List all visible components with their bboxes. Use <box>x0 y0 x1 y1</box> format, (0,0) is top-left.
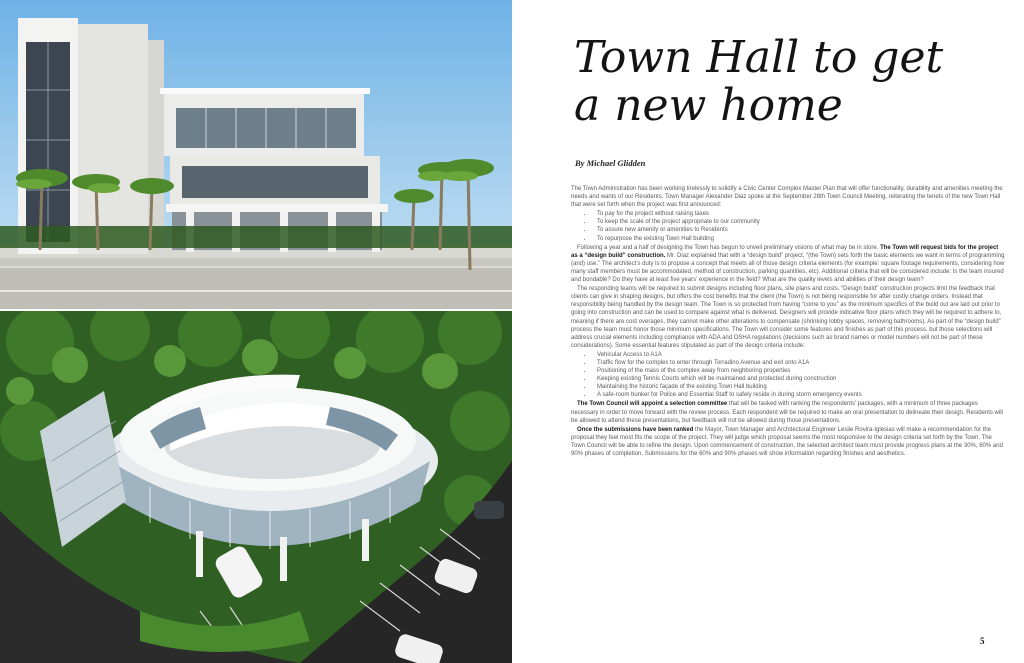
bold-lead: The Town will request bids for the project as a “design build” construction. <box>571 244 999 259</box>
list-item: • To keep the scale of the project appropriate to our community <box>593 218 1005 226</box>
page-number: 5 <box>980 636 985 646</box>
paragraph-text: that will be tasked with ranking the respondents’ packages, with a minimum of three packages necessary in order to move forward with the review process. Each respondent will be required to make an oral presentation to delineate their design. Residents will be allowed to attend these presentations, but feedback will not be allowed during those presentations. <box>571 401 1003 424</box>
article-body <box>571 185 1005 459</box>
paragraph-design-build <box>571 244 1005 284</box>
paragraph-responding-teams: The responding teams will be required to submit designs including floor plans, site plans and costs. “Design build” construction projects limit the feedback that clients can give in shaping designs, but offers the cost benefits that the client (the Town) is not being responsible for after costly change orders. Instead that responsibility being handled by the design team. The Town is so protected from having “come to you” as the minimum specifics of the build out are laid out prior to going into construction and can be used to compare against what is delivered. Designers will provide indicative floor plans which they will be required to adhere to, meaning if there are cost overages, they cannot make other alterations to compensate (shrinking lobby spaces, removing bathrooms). As part of the “design build” process the team must honor those minimum specifications. The Town will consider some features and finishes as part of this process, but those selections will address crucial elements including compliance with ADA and OSHA regulations (decisions such as brand names or model numbers will not be part of these considerations). Some essential features stipulated as part of the design criteria include: <box>571 286 1002 349</box>
list-item: • Traffic flow for the complex to enter through Torradino Avenue and exit onto A1A <box>593 359 1005 367</box>
list-item: • Vehicular Access to A1A <box>593 351 1005 359</box>
list-item: • To repurpose the existing Town Hall building <box>593 235 1005 243</box>
list-item: • Keeping existing Tennis Courts which will be maintained and protected during construction <box>593 375 1005 383</box>
tenets-list <box>571 210 1005 242</box>
list-item: • To assure new amenity or amenities to Residents <box>593 226 1005 234</box>
byline: By Michael Glidden <box>575 158 646 168</box>
list-item: • To pay for the project without raising taxes <box>593 210 1005 218</box>
right-page-article <box>512 0 1024 663</box>
paragraph-text: Mr. Diaz explained that with a “design build” project, “(the Town) sets forth the basic elements we want in terms of programming (and) use.” The architect’s duty is to propose a concept that meets all of those design criteria elements (for example: square footage requirements, considering how many staff members must be accommodated, method of construction, parking quantities, etc). Additional criteria that will be considered include: Is the team insured and bondable? Do they have at least five years’ experience in the field? What are the quality levels and abilities of their design team? <box>571 252 1005 284</box>
bold-lead: The Town Council will appoint a selection committee <box>577 401 728 408</box>
list-item: • A safe-room bunker for Police and Essential Staff to safely reside in during storm emergency events <box>593 391 1005 399</box>
paragraph-text: Following a year and a half of designing the Town has begun to unveil preliminary visions of what may be in store. <box>577 244 879 251</box>
bold-lead: Once the submissions have been ranked <box>577 426 694 433</box>
list-item: • Maintaining the historic façade of the existing Town Hall building <box>593 383 1005 391</box>
rendering-aerial-view <box>0 311 512 663</box>
paragraph-text: the Mayor, Town Manager and Architectural Engineer Leslie Rovira-Iglesias will make a recommendation for the proposal they feel most fits the scope of the project. They will judge which proposal seems the most responsive to the design criteria set forth by the Town. The Town Council will be able to refine the design. Upon commencement of construction, the selected architect team must provide progress plans at the 30%, 60% and 90% phases of completion. Submissions for the 60% and 90% phases will show information regarding finishes and aesthetics. <box>571 426 1003 457</box>
paragraph-selection-committee <box>571 400 1005 424</box>
paragraph-ranking <box>571 426 1005 458</box>
intro-paragraph: The Town Administration has been working tirelessly to solidify a Civic Center Complex Master Plan that will offer functionality, durability and amenities meeting the needs and wants of our Residents. Town Manager Alexander Diaz spoke at the September 28th Town Council Meeting, reiterating the tenets of the new Town Hall that were set forth when the project was first announced: <box>571 186 1003 209</box>
list-item: • Positioning of the mass of the complex away from neighboring properties <box>593 367 1005 375</box>
criteria-list <box>571 351 1005 400</box>
title-line-2: a new home <box>574 80 843 131</box>
article-title <box>574 34 1004 130</box>
title-line-1: Town Hall to get <box>574 32 944 83</box>
rendering-street-view <box>0 0 512 309</box>
